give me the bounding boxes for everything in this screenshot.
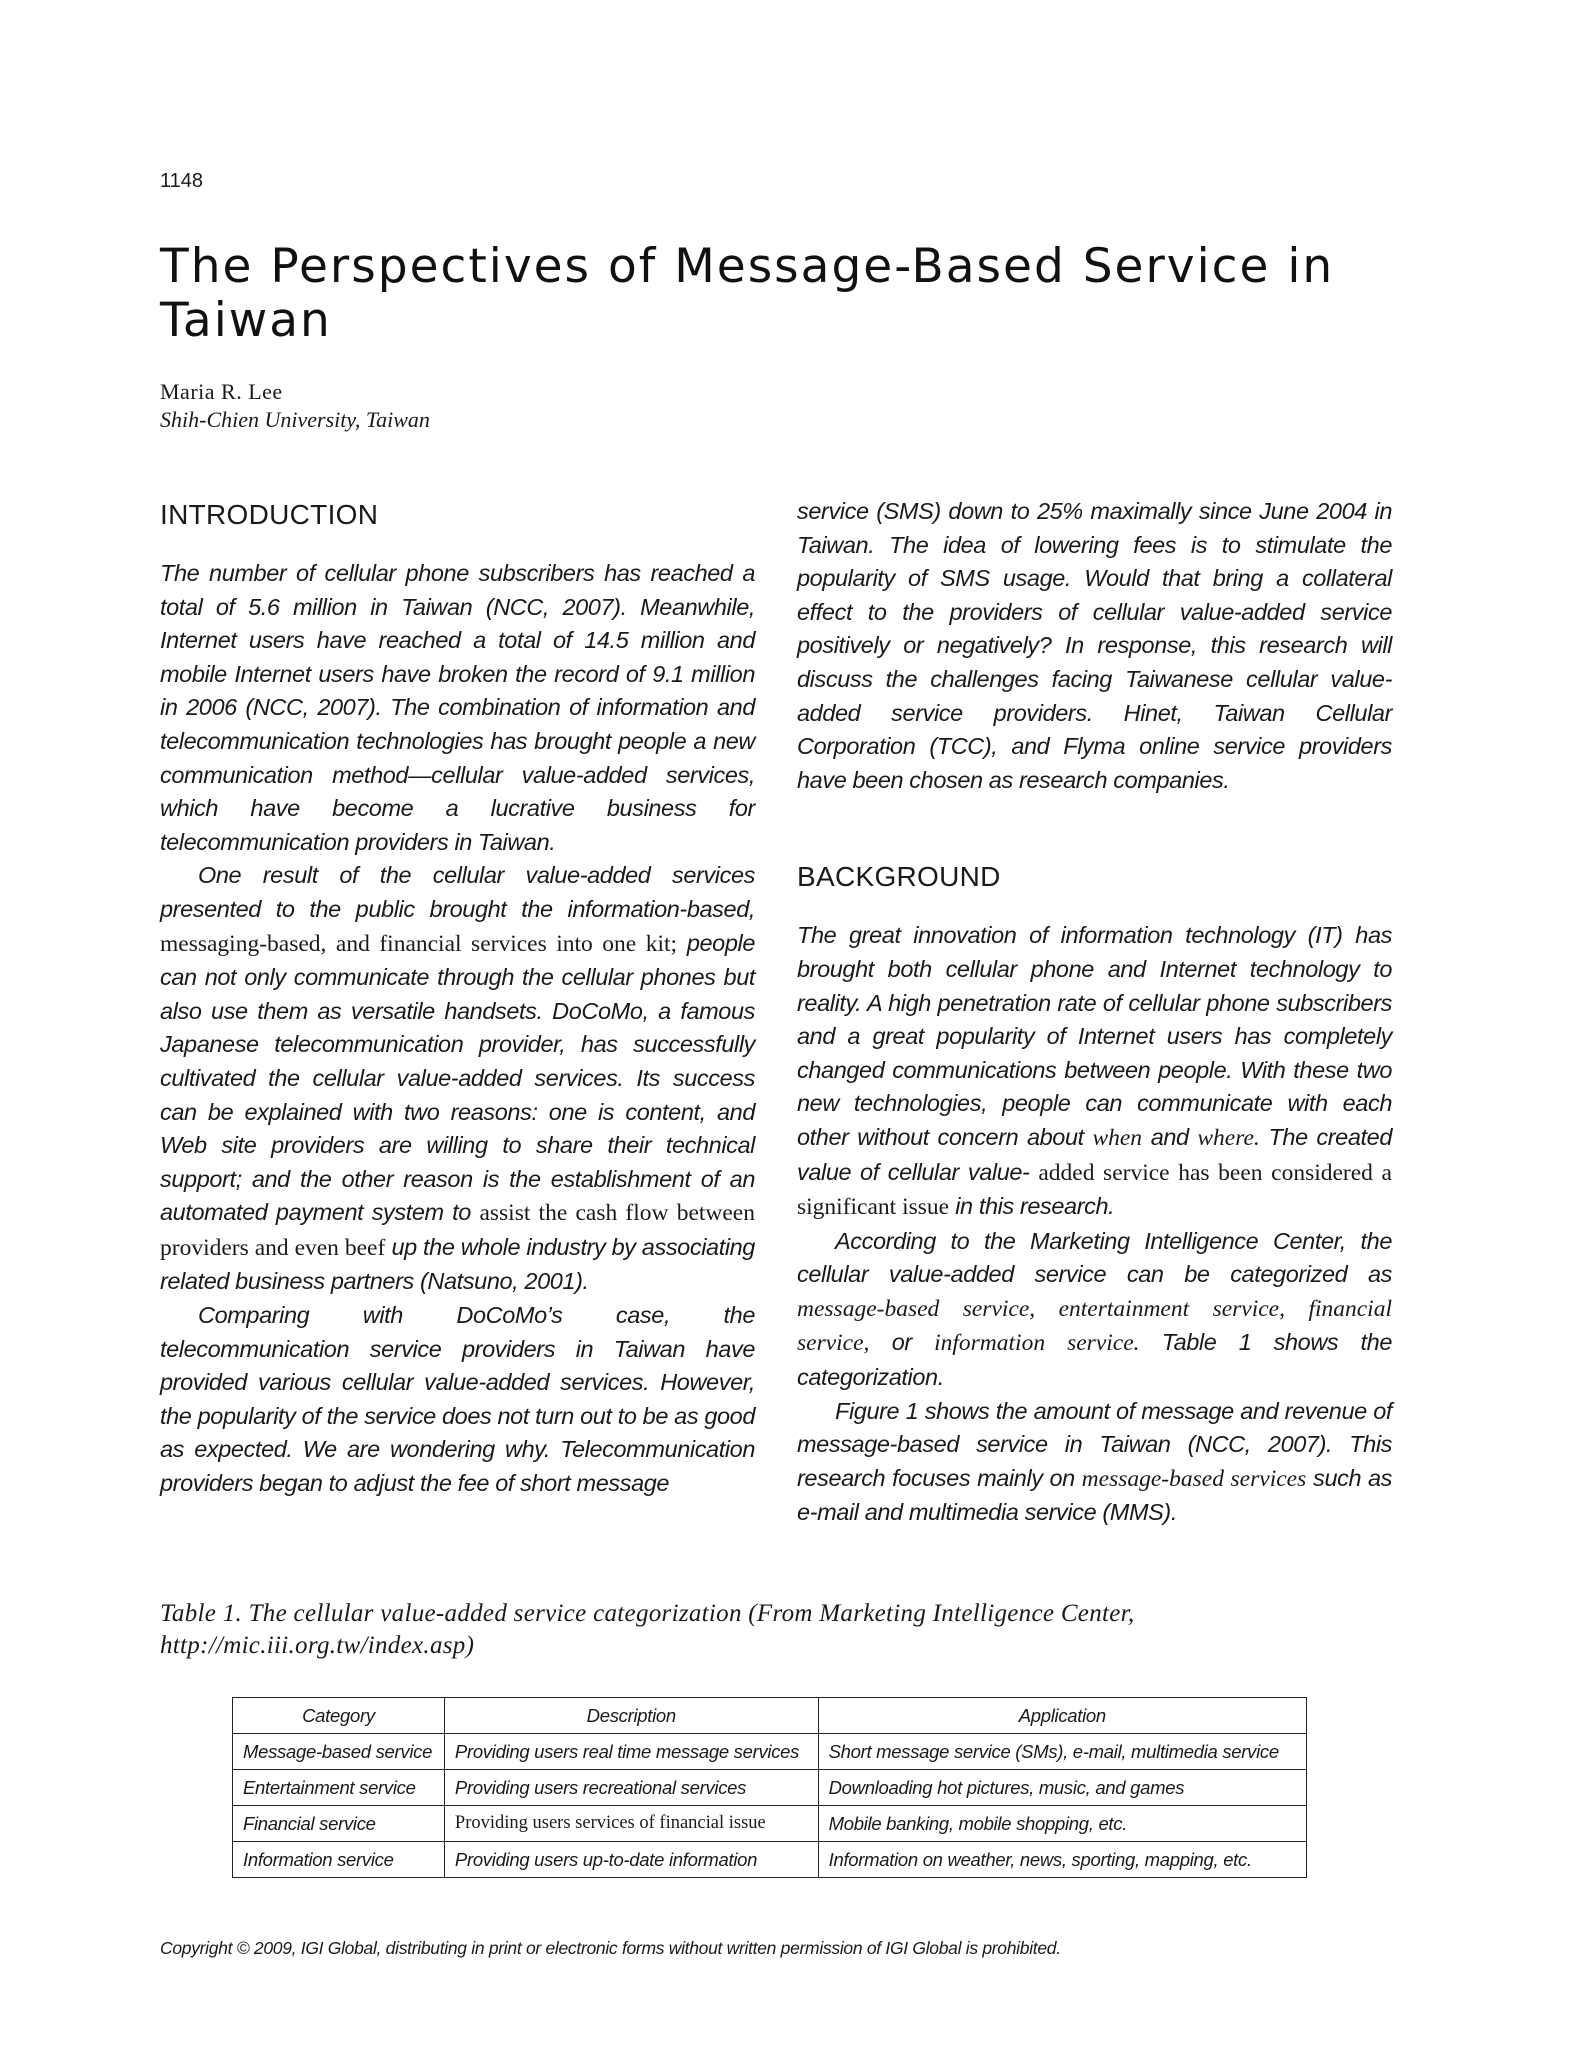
bg-p3-mbs: message-based services bbox=[1081, 1465, 1307, 1492]
author-block bbox=[160, 378, 430, 434]
bg-p1-part-c: added service has been considered a significant issue bbox=[797, 1159, 1392, 1221]
table-cell: Providing users recreational services bbox=[444, 1770, 818, 1806]
table-header-row bbox=[233, 1698, 1307, 1734]
bg-p2-info: information service. bbox=[934, 1330, 1140, 1357]
intro-paragraph-3: Comparing with DoCoMo’s case, the telecommunication service providers in Taiwan have provided various cellular value-added services. However, the popularity of the service does not turn out to be as good as expected. We are wondering why. Telecommunication providers began to adjust the fee of short message bbox=[160, 1302, 755, 1497]
table-cell: Providing users services of financial issue bbox=[444, 1806, 818, 1842]
table-caption: Table 1. The cellular value-added service categorization (From Marketing Intelligence Center, http://mic.iii.org.tw/index.asp) bbox=[160, 1600, 1135, 1659]
intro-p2-part-b: messaging-based, and financial services into one kit; bbox=[160, 930, 678, 957]
intro-paragraph-3-continued: service (SMS) down to 25% maximally since June 2004 in Taiwan. The idea of lowering fees is to stimulate the popularity of SMS usage. Would that bring a collateral effect to the providers of cellular value-added service positively or negatively? In response, this research will discuss the challenges facing Taiwanese cellular value-added service providers. Hinet, Taiwan Cellular Corporation (TCC), and Flyma online service providers have been chosen as research companies. bbox=[797, 498, 1392, 793]
table-row bbox=[233, 1806, 1307, 1842]
background-heading: BACKGROUND bbox=[797, 861, 1001, 893]
introduction-heading: INTRODUCTION bbox=[160, 499, 379, 530]
table-row bbox=[233, 1734, 1307, 1770]
background-paragraph-2 bbox=[797, 1225, 1392, 1395]
table-cell: Financial service bbox=[233, 1806, 445, 1842]
table-cell: Providing users up-to-date information bbox=[444, 1842, 818, 1878]
background-paragraph-3 bbox=[797, 1395, 1392, 1530]
table-header-cell: Category bbox=[233, 1698, 445, 1734]
right-column bbox=[797, 495, 1392, 1530]
table-cell: Message-based service bbox=[233, 1734, 445, 1770]
left-column bbox=[160, 495, 755, 1501]
table-cell: Information on weather, news, sporting, mapping, etc. bbox=[818, 1842, 1306, 1878]
bg-p3-part-b: such as e-mail and multimedia service (MMS). bbox=[797, 1464, 1392, 1526]
bg-p1-part-d: in this research. bbox=[955, 1193, 1115, 1220]
page-number: 1148 bbox=[160, 170, 204, 192]
table-row bbox=[233, 1842, 1307, 1878]
intro-paragraph-1: The number of cellular phone subscribers has reached a total of 5.6 million in Taiwan (NCC, 2007). Meanwhile, Internet users have reached a total of 14.5 million and mobile Internet users have broken the record of 9.1 million in 2006 (NCC, 2007). The combination of information and telecommunication technologies has brought people a new communication method—cellular value-added services, which have become a lucrative business for telecommunication providers in Taiwan. bbox=[160, 560, 755, 855]
table-cell: Information service bbox=[233, 1842, 445, 1878]
categorization-table bbox=[232, 1697, 1307, 1878]
table-cell: Mobile banking, mobile shopping, etc. bbox=[818, 1806, 1306, 1842]
bg-p2-or: or bbox=[891, 1329, 912, 1356]
intro-paragraph-2 bbox=[160, 859, 755, 1299]
table-row bbox=[233, 1770, 1307, 1806]
intro-p2-part-a: One result of the cellular value-added services presented to the public brought the information-based, bbox=[160, 862, 755, 922]
author-name: Maria R. Lee bbox=[160, 379, 283, 404]
intro-p2-part-e: up the whole industry by associating related business partners (Natsuno, 2001). bbox=[160, 1233, 755, 1295]
paper-title: The Perspectives of Message-Based Service in Taiwan bbox=[160, 239, 1335, 348]
bg-p1-and: and bbox=[1150, 1123, 1189, 1150]
bg-p1-part-a: The great innovation of information technology (IT) has brought both cellular phone and Internet technology to reality. A high penetration rate of cellular phone subscribers and a great popularity of Internet users has completely changed communications between people. With these two new technologies, people can communicate with each other without concern about bbox=[797, 922, 1392, 1150]
bg-p2-part-b: Table 1 shows the categorization. bbox=[797, 1329, 1392, 1391]
bg-p1-when: when bbox=[1092, 1124, 1143, 1151]
table-cell: Downloading hot pictures, music, and games bbox=[818, 1770, 1306, 1806]
bg-p2-part-a: According to the Marketing Intelligence Center, the cellular value-added service can be categorized as bbox=[797, 1227, 1392, 1288]
bg-p3-part-a: Figure 1 shows the amount of message and revenue of message-based service in Taiwan (NCC, 2007). This research focuses mainly on bbox=[797, 1397, 1392, 1491]
table-cell: Short message service (SMs), e-mail, multimedia service bbox=[818, 1734, 1306, 1770]
table-cell: Providing users real time message services bbox=[444, 1734, 818, 1770]
intro-p2-part-d: assist the cash flow between providers and even beef bbox=[160, 1200, 755, 1261]
background-paragraph-1 bbox=[797, 919, 1392, 1224]
intro-p2-part-c: people can not only communicate through the cellular phones but also use them as versatile handsets. DoCoMo, a famous Japanese telecommunication provider, has successfully cultivated the cellular value-added services. Its success can be explained with two reasons: one is content, and Web site providers are willing to share their technical support; and the other reason is the establishment of an automated payment system to bbox=[160, 929, 755, 1226]
table-header-cell: Application bbox=[818, 1698, 1306, 1734]
bg-p1-where: where. bbox=[1197, 1124, 1260, 1151]
copyright-notice: Copyright © 2009, IGI Global, distributing in print or electronic forms without written permission of IGI Global is prohibited. bbox=[160, 1938, 1061, 1958]
bg-p2-categories: message-based service, entertainment service, financial service, bbox=[797, 1295, 1392, 1357]
table-header-cell: Description bbox=[444, 1698, 818, 1734]
table-cell: Entertainment service bbox=[233, 1770, 445, 1806]
author-affiliation: Shih-Chien University, Taiwan bbox=[160, 407, 430, 432]
bg-p1-part-b: The created value of cellular value- bbox=[797, 1123, 1392, 1185]
